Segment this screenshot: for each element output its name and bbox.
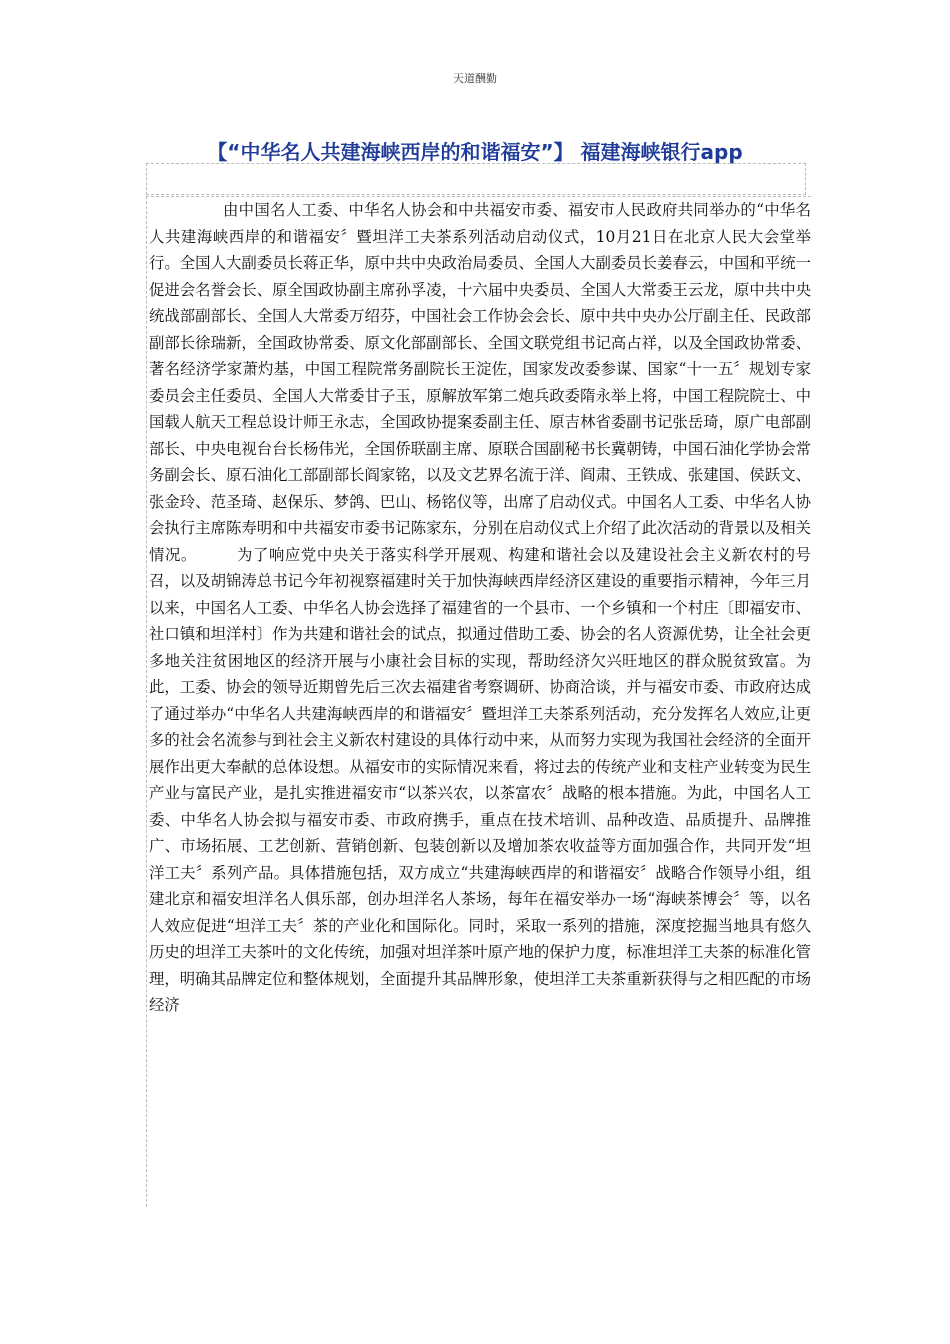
article-frame <box>146 196 811 1207</box>
empty-text-frame <box>146 163 806 195</box>
page-header: 天道酬勤 <box>453 72 497 85</box>
document-title: 【“中华名人共建海峡西岸的和谐福安”】 福建海峡银行app <box>207 140 743 164</box>
article-body: 由中国名人工委、中华名人协会和中共福安市委、福安市人民政府共同举办的“中华名人共建海峡西岸的和谐福安〞暨坦洋工夫茶系列活动启动仪式，10月21日在北京人民大会堂举行。全国人大副委员长蒋正华，原中共中央政治局委员、全国人大副委员长姜春云，中国和平统一促进会名誉会长、原全国政协副主席孙孚凌，十六届中央委员、全国人大常委王云龙，原中共中央统战部副部长、全国人大常委万绍芬，中国社会工作协会会长、原中共中央办公厅副主任、民政部副部长徐瑞新，全国政协常委、原文化部副部长、全国文联党组书记高占祥，以及全国政协常委、著名经济学家萧灼基，中国工程院常务副院长王淀佐，国家发改委参谋、国家“十一五〞规划专家委员会主任委员、全国人大常委甘子玉，原解放军第二炮兵政委隋永举上将，中国工程院院士、中国载人航天工程总设计师王永志，全国政协提案委副主任、原吉林省委副书记张岳琦，原广电部副部长、中央电视台台长杨伟光，全国侨联副主席、原联合国副秘书长冀朝铸，中国石油化学协会常务副会长、原石油化工部副部长阎家铭，以及文艺界名流于洋、阎肃、王铁成、张建国、侯跃文、张金玲、范圣琦、赵保乐、梦鸽、巴山、杨铭仪等，出席了启动仪式。中国名人工委、中华名人协会执行主席陈寿明和中共福安市委书记陈家东，分别在启动仪式上介绍了此次活动的背景以及相关情况。 为了响应党中央关于落实科学开展观、构建和谐社会以及建设社会主义新农村的号召，以及胡锦涛总书记今年初视察福建时关于加快海峡西岸经济区建设的重要指示精神，今年三月以来，中国名人工委、中华名人协会选择了福建省的一个县市、一个乡镇和一个村庄〔即福安市、社口镇和坦洋村〕作为共建和谐社会的试点，拟通过借助工委、协会的名人资源优势，让全社会更多地关注贫困地区的经济开展与小康社会目标的实现，帮助经济欠兴旺地区的群众脱贫致富。为此，工委、协会的领导近期曾先后三次去福建省考察调研、协商洽谈，并与福安市委、市政府达成了通过举办“中华名人共建海峡西岸的和谐福安〞暨坦洋工夫茶系列活动，充分发挥名人效应,让更多的社会名流参与到社会主义新农村建设的具体行动中来，从而努力实现为我国社会经济的全面开展作出更大奉献的总体设想。从福安市的实际情况来看，将过去的传统产业和支柱产业转变为民生产业与富民产业，是扎实推进福安市“以茶兴农，以茶富农〞战略的根本措施。为此，中国名人工委、中华名人协会拟与福安市委、市政府携手，重点在技术培训、品种改造、品质提升、品牌推广、市场拓展、工艺创新、营销创新、包装创新以及增加茶农收益等方面加强合作，共同开发“坦洋工夫〞系列产品。具体措施包括，双方成立“共建海峡西岸的和谐福安〞战略合作领导小组，组建北京和福安坦洋名人俱乐部，创办坦洋名人茶场，每年在福安举办一场“海峡茶博会〞等，以名人效应促进“坦洋工夫〞茶的产业化和国际化。同时，采取一系列的措施，深度挖掘当地具有悠久历史的坦洋工夫茶叶的文化传统，加强对坦洋茶叶原产地的保护力度，标准坦洋工夫茶的标准化管理，明确其品牌定位和整体规划，全面提升其品牌形象，使坦洋工夫茶重新获得与之相匹配的市场经济 <box>149 201 811 1014</box>
